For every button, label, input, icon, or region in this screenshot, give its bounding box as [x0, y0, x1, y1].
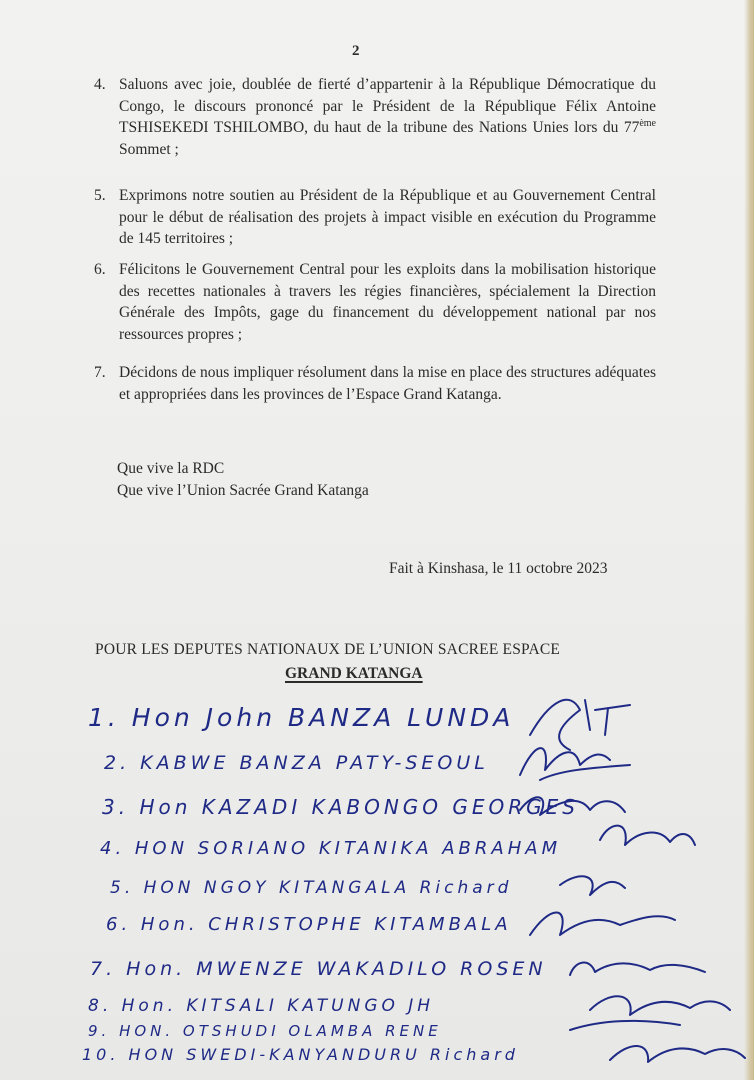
- signatory-3: 3. Hon KAZADI KABONGO GEORGES: [102, 795, 580, 819]
- resolution-item-6: [94, 259, 656, 345]
- closing-line-1: Que vive la RDC: [117, 460, 225, 477]
- item-text: Décidons de nous impliquer résolument dans la mise en place des structures adéquates et appropriées dans les provinces de l’Espace Grand Katanga.: [119, 364, 656, 403]
- date-line: Fait à Kinshasa, le 11 octobre 2023: [389, 560, 608, 577]
- signature-3-scribble: [520, 797, 625, 815]
- signature-9-scribble: [570, 1021, 680, 1030]
- signature-1-scribble: [530, 700, 630, 750]
- signatories-heading: POUR LES DEPUTES NATIONAUX DE L’UNION SACREE ESPACE: [95, 641, 561, 658]
- signature-5-scribble: [560, 876, 625, 895]
- item-number: 6.: [94, 261, 106, 278]
- signature-8-scribble: [590, 996, 730, 1015]
- item-text: Exprimons notre soutien au Président de la République et au Gouvernement Central pour le début de réalisation des projets à impact visible en exécution du Programme de 145 territoires ;: [119, 187, 656, 247]
- signatory-8: 8. Hon. KITSALI KATUNGO JH: [88, 996, 435, 1016]
- signature-2-scribble: [520, 748, 630, 780]
- item-text: Félicitons le Gouvernement Central pour les exploits dans la mobilisation historique des recettes nationales à travers les régies financières, spécialement la Direction Générale des Impôts, gage du financement du développement national par nos ressources propres ;: [119, 261, 656, 343]
- page-number: 2: [352, 43, 360, 59]
- signatory-9: 9. HON. OTSHUDI OLAMBA RENE: [88, 1022, 442, 1040]
- item-number: 7.: [94, 364, 106, 381]
- resolution-item-4: [94, 74, 656, 160]
- signature-6-scribble: [530, 913, 675, 936]
- item-number: 5.: [94, 187, 106, 204]
- signature-7-scribble: [570, 963, 705, 975]
- signatory-4: 4. HON SORIANO KITANIKA ABRAHAM: [100, 838, 562, 859]
- item-text: Saluons avec joie, doublée de fierté d’appartenir à la République Démocratique du Congo, le discours prononcé par le Président de la République Félix Antoine TSHISEKEDI TSHILOMBO, du haut de la tribune des Nations Unies lors du 77ème Sommet ;: [119, 76, 656, 158]
- signatories-heading-underlined: GRAND KATANGA: [285, 665, 423, 682]
- signatory-6: 6. Hon. CHRISTOPHE KITAMBALA: [106, 914, 512, 935]
- signatory-5: 5. HON NGOY KITANGALA Richard: [110, 878, 513, 898]
- closing-line-2: Que vive l’Union Sacrée Grand Katanga: [117, 482, 369, 499]
- resolution-item-5: [94, 185, 656, 250]
- signatory-1: 1. Hon John BANZA LUNDA: [88, 703, 515, 732]
- resolution-item-7: [94, 362, 656, 405]
- item-number: 4.: [94, 76, 106, 93]
- signatory-10: 10. HON SWEDI-KANYANDURU Richard: [82, 1045, 519, 1064]
- signature-4-scribble: [600, 826, 695, 845]
- signatory-7: 7. Hon. MWENZE WAKADILO ROSEN: [90, 958, 547, 980]
- signatory-2: 2. KABWE BANZA PATY-SEOUL: [104, 752, 489, 774]
- signature-scribbles: [490, 680, 754, 1080]
- signature-10-scribble: [610, 1046, 745, 1062]
